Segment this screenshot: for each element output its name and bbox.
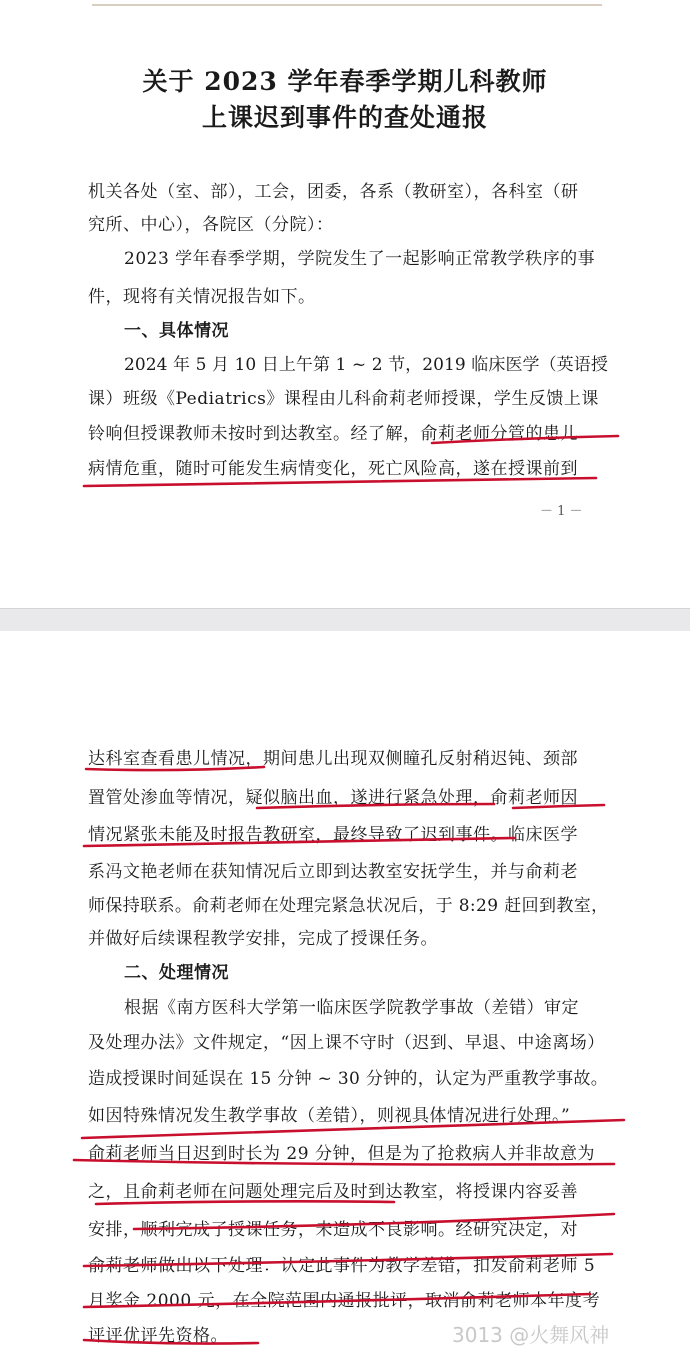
paragraph-line: 达科室查看患儿情况，期间患儿出现双侧瞳孔反射稍迟钝、颈部 <box>88 749 578 769</box>
paragraph-line: 月奖金 2000 元，在全院范围内通报批评，取消俞莉老师本年度考 <box>88 1291 601 1311</box>
paragraph-line: 置管处渗血等情况，疑似脑出血，遂进行紧急处理，俞莉老师因 <box>88 788 578 808</box>
paragraph-line: 安排，顺利完成了授课任务，未造成不良影响。经研究决定，对 <box>88 1220 578 1240</box>
paragraph-line: 件，现将有关情况报告如下。 <box>88 287 316 307</box>
page-separator <box>0 608 690 632</box>
document-page-2 <box>0 631 690 1349</box>
paragraph-line: 俞莉老师做出以下处理：认定此事件为教学差错，扣发俞莉老师 5 <box>88 1256 596 1276</box>
paragraph-line: 俞莉老师当日迟到时长为 29 分钟，但是为了抢救病人并非故意为 <box>88 1144 595 1164</box>
section-heading: 一、具体情况 <box>124 321 229 341</box>
paragraph-line: 及处理办法》文件规定，“因上课不守时（迟到、早退、中途离场） <box>88 1033 605 1053</box>
paragraph-line: 铃响但授课教师未按时到达教室。经了解，俞莉老师分管的患儿 <box>88 424 578 444</box>
paragraph-line: 2023 学年春季学期，学院发生了一起影响正常教学秩序的事 <box>124 249 596 269</box>
paragraph-line: 如因特殊情况发生教学事故（差错），则视具体情况进行处理。” <box>88 1106 571 1126</box>
paragraph-line: 课）班级《Pediatrics》课程由儿科俞莉老师授课，学生反馈上课 <box>88 389 599 409</box>
paragraph-line: 系冯文艳老师在获知情况后立即到达教室安抚学生，并与俞莉老 <box>88 862 578 882</box>
watermark: 3013 @火舞风神 <box>452 1323 610 1347</box>
paragraph-line: 造成授课时间延误在 15 分钟 ~ 30 分钟的，认定为严重教学事故。 <box>88 1069 609 1089</box>
paragraph-line: 之，且俞莉老师在问题处理完后及时到达教室，将授课内容妥善 <box>88 1182 578 1202</box>
addressee-line: 究所、中心），各院区（分院）： <box>88 215 334 235</box>
paragraph-line: 情况紧张未能及时报告教研室，最终导致了迟到事件。临床医学 <box>88 825 578 845</box>
paragraph-line: 评评优评先资格。 <box>88 1326 228 1346</box>
addressee-line: 机关各处（室、部），工会，团委，各系（教研室），各科室（研 <box>88 182 579 202</box>
paragraph-line: 2024 年 5 月 10 日上午第 1 ~ 2 节，2019 临床医学（英语授 <box>124 355 608 375</box>
document-title-line-2: 上课迟到事件的查处通报 <box>201 103 488 132</box>
paragraph-line: 并做好后续课程教学安排，完成了授课任务。 <box>88 929 438 949</box>
document-page-1 <box>0 0 690 608</box>
page-top-rule <box>92 4 602 6</box>
document-title-line-1: 关于 2023 学年春季学期儿科教师 <box>142 67 548 96</box>
paragraph-line: 病情危重，随时可能发生病情变化，死亡风险高，遂在授课前到 <box>88 459 578 479</box>
paragraph-line: 师保持联系。俞莉老师在处理完紧急状况后，于 8:29 赶回到教室， <box>88 896 609 916</box>
section-heading: 二、处理情况 <box>124 963 229 983</box>
page-number: － 1 － <box>540 504 583 519</box>
paragraph-line: 根据《南方医科大学第一临床医学院教学事故（差错）审定 <box>124 998 579 1018</box>
